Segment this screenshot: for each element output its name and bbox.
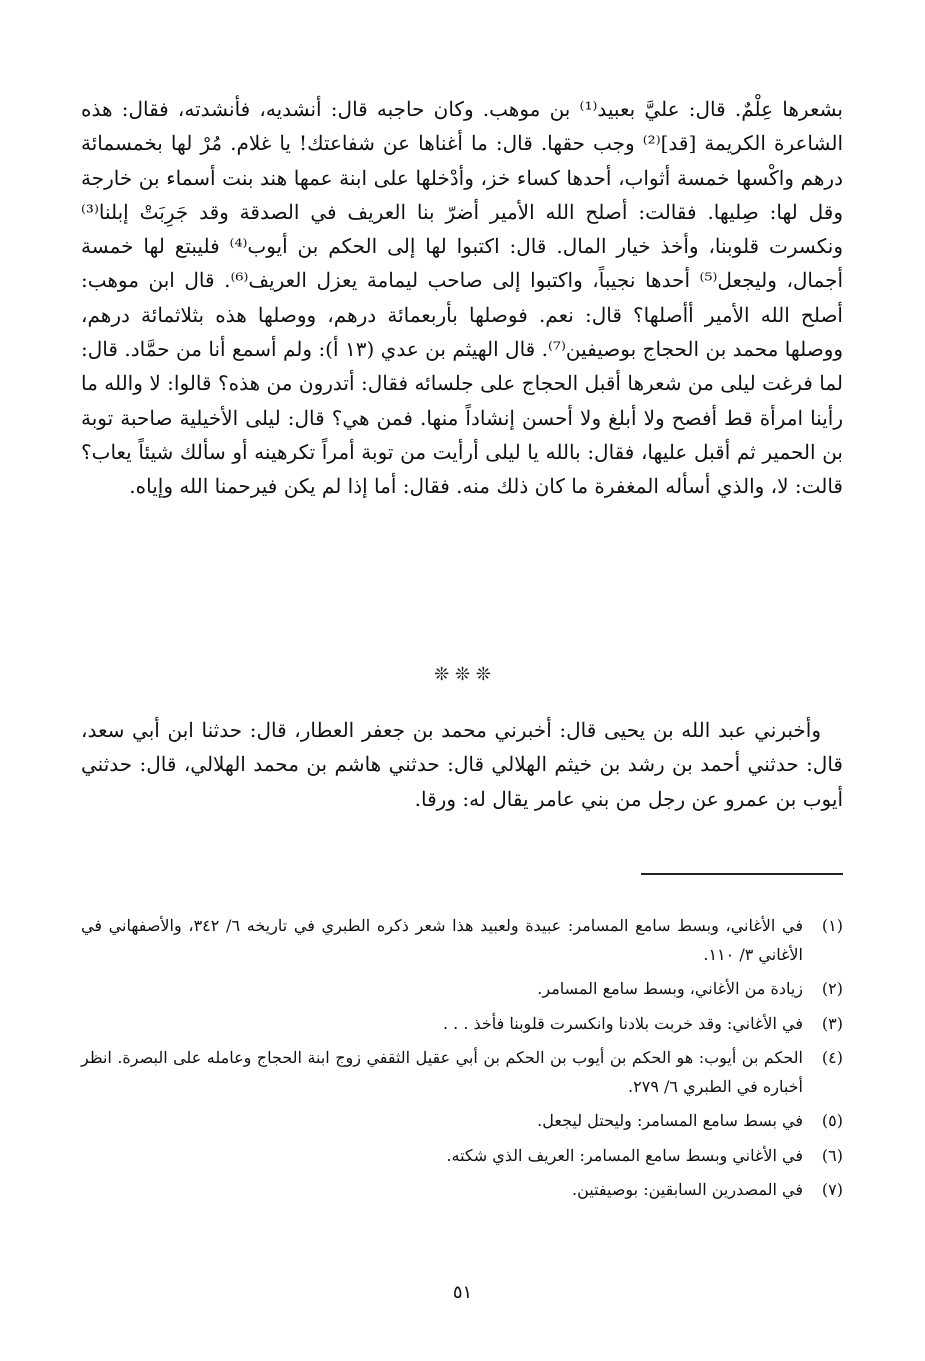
- footnote-text: في الأغاني: وقد خربت بلادنا وانكسرت قلوبنا فأخذ . . .: [442, 1013, 803, 1033]
- page-number: ٥١: [452, 1282, 473, 1303]
- section-separator: ❊ ❊ ❊: [434, 664, 491, 685]
- footnote-number: (١): [821, 916, 843, 935]
- footnote-item: [81, 1107, 843, 1136]
- footnote-number: (٥): [821, 1111, 843, 1130]
- footnote-text: في المصدرين السابقين: بوصيفتين.: [571, 1180, 803, 1199]
- footnote-separator-line: [641, 873, 843, 875]
- footnote-number: (٦): [821, 1145, 843, 1165]
- paragraph-1: بشعرها عِلْمٌ. قال: عليَّ بعبيد⁽¹⁾ بن موهب. وكان حاجبه قال: أنشديه، فأنشدته، فقال: هذه الشاعرة الكريمة [قد]⁽²⁾ وجب حقها. قال: ما أغناها عن شفاعتك! يا غلام. مُرْ لها بخمسمائة درهم واكْسها خمسة أثواب، أحدها كساء خز، وأدْخلها على ابنة عمها هند بنت أسماء بن خارجة وقل لها: صِليها. فقالت: أصلح الله الأمير أضرّ بنا العريف في الصدقة وقد جَرِبَتْ إبلنا⁽³⁾ ونكسرت قلوبنا، وأخذ خيار المال. قال: اكتبوا لها إلى الحكم بن أيوب⁽⁴⁾ فليبتع لها خمسة أجمال، وليجعل⁽⁵⁾ أحدها نجيباً، واكتبوا إلى صاحب ليمامة يعزل العريف⁽⁶⁾. قال ابن موهب: أصلح الله الأمير أأصلها؟ قال: نعم. فوصلها بأربعمائة درهم، ووصلها هذه بثلاثمائة درهم، ووصلها محمد بن الحجاج بوصيفين⁽⁷⁾. قال الهيثم بن عدي (١٣ أ): ولم أسمع أنا من حمَّاد. قال: لما فرغت ليلى من شعرها أقبل الحجاج على جلسائه فقال: أتدرون من هذه؟ قالوا: لا والله ما رأينا امرأة قط أفصح ولا أبلغ ولا أحسن إنشاداً منها. فمن هي؟ قال: ليلى الأخيلية صاحبة توبة بن الحمير ثم أقبل عليها، فقال: بالله يا ليلى أرأيت من توبة أمراً تكرهينه أو سألك شيئاً يعاب؟ قالت: لا، والذي أسأله المغفرة ما كان ذلك منه. فقال: أما إذا لم يكن فيرحمنا الله وإياه.: [81, 97, 844, 499]
- footnote-text: في الأغاني وبسط سامع المسامر: العريف الذي شكته.: [446, 1145, 803, 1165]
- footnote-number: (٤): [821, 1048, 843, 1067]
- footnote-item: [81, 975, 843, 1004]
- footnote-item: [81, 1044, 843, 1101]
- main-text-block: [81, 92, 843, 504]
- footnote-text: زيادة من الأغاني، وبسط سامع المسامر.: [537, 979, 803, 998]
- paragraph-2: وأخبرني عبد الله بن يحيى قال: أخبرني محمد بن جعفر العطار، قال: حدثنا ابن أبي سعد، قال: حدثني أحمد بن رشد بن خيثم الهلالي قال: حدثني هاشم بن محمد الهلالي، قال: حدثني أيوب بن عمرو عن رجل من بني عامر يقال له: ورقا.: [81, 718, 843, 811]
- footnote-item: [81, 1176, 843, 1205]
- footnote-text: في بسط سامع المسامر: وليحتل ليجعل.: [537, 1111, 803, 1130]
- footnote-text: الحكم بن أيوب: هو الحكم بن أيوب بن الحكم بن أبي عقيل الثقفي زوج ابنة الحجاج وعامله على البصرة. انظر أخباره في الطبري ٦/ ٢٧٩.: [81, 1048, 804, 1096]
- footnotes-list: [81, 912, 843, 1211]
- footnote-item: [81, 1142, 843, 1171]
- footnote-number: (٣): [821, 1013, 843, 1033]
- footnote-item: [81, 912, 843, 969]
- second-text-block: [81, 713, 843, 816]
- footnote-number: (٢): [821, 979, 843, 998]
- footnote-number: (٧): [821, 1180, 843, 1199]
- footnote-item: [81, 1010, 843, 1039]
- footnote-text: في الأغاني، وبسط سامع المسامر: عبيدة ولعبيد هذا شعر ذكره الطبري في تاريخه ٦/ ٣٤٢، والأصفهاني في الأغاني ٣/ ١١٠.: [81, 916, 803, 964]
